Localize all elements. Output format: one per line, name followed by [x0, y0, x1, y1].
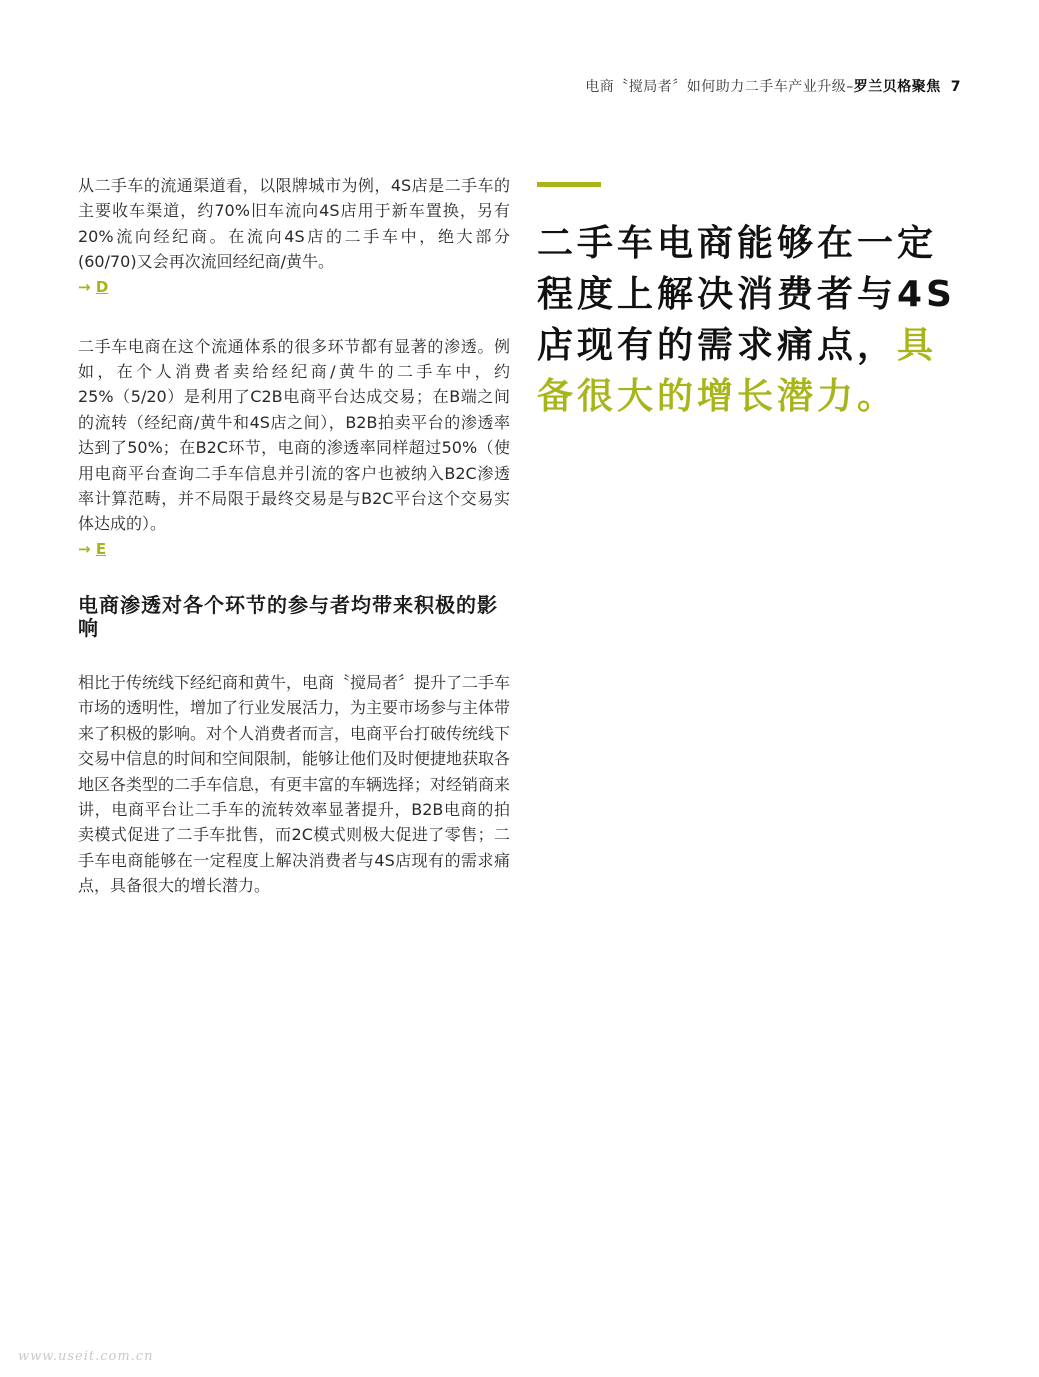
- pull-quote-column: [537, 182, 967, 422]
- body-paragraph-1: 从二手车的流通渠道看，以限牌城市为例，4S店是二手车的主要收车渠道，约70%旧车流向4S店用于新车置换，另有20%流向经纪商。在流向4S店的二手车中，绝大部分(60/70)又会再次流回经纪商/黄牛。: [78, 176, 510, 272]
- reference-letter: E: [95, 539, 107, 558]
- page-number: 7: [950, 79, 961, 95]
- running-header: [585, 76, 961, 96]
- accent-bar: [537, 182, 601, 187]
- main-column: [78, 173, 510, 899]
- body-paragraph-2: 二手车电商在这个流通体系的很多环节都有显著的渗透。例如，在个人消费者卖给经纪商/黄牛的二手车中，约25%（5/20）是利用了C2B电商平台达成交易；在B端之间的流转（经纪商/黄牛和4S店之间），B2B拍卖平台的渗透率达到了50%；在B2C环节，电商的渗透率同样超过50%（使用电商平台查询二手车信息并引流的客户也被纳入B2C渗透率计算范畴，并不局限于最终交易是与B2C平台这个交易实体达成的）。: [78, 336, 510, 534]
- reference-letter: D: [95, 277, 109, 296]
- header-brand: 罗兰贝格聚焦: [853, 79, 941, 95]
- pull-quote-highlight: 具备很大的增长潜力。: [537, 325, 938, 417]
- reference-link-e[interactable]: [78, 537, 510, 561]
- header-separator: –: [846, 79, 854, 95]
- pull-quote-main: 二手车电商能够在一定程度上解决消费者与4S店现有的需求痛点，: [537, 223, 956, 366]
- section-subheading: 电商渗透对各个环节的参与者均带来积极的影响: [78, 592, 498, 640]
- header-title: 电商〝搅局者〞如何助力二手车产业升级: [585, 79, 847, 95]
- body-paragraph-3: 相比于传统线下经纪商和黄牛，电商〝搅局者〞提升了二手车市场的透明性，增加了行业发展活力，为主要市场参与主体带来了积极的影响。对个人消费者而言，电商平台打破传统线下交易中信息的时间和空间限制，能够让他们及时便捷地获取各地区各类型的二手车信息，有更丰富的车辆选择；对经销商来讲，电商平台让二手车的流转效率显著提升，B2B电商的拍卖模式促进了二手车批售，而2C模式则极大促进了零售；二手车电商能够在一定程度上解决消费者与4S店现有的需求痛点，具备很大的增长潜力。: [78, 672, 511, 896]
- pull-quote: [537, 218, 967, 422]
- arrow-right-icon: →: [78, 277, 91, 296]
- reference-link-d[interactable]: [78, 275, 510, 299]
- arrow-right-icon: →: [78, 539, 91, 558]
- watermark: www.useit.com.cn: [18, 1349, 154, 1364]
